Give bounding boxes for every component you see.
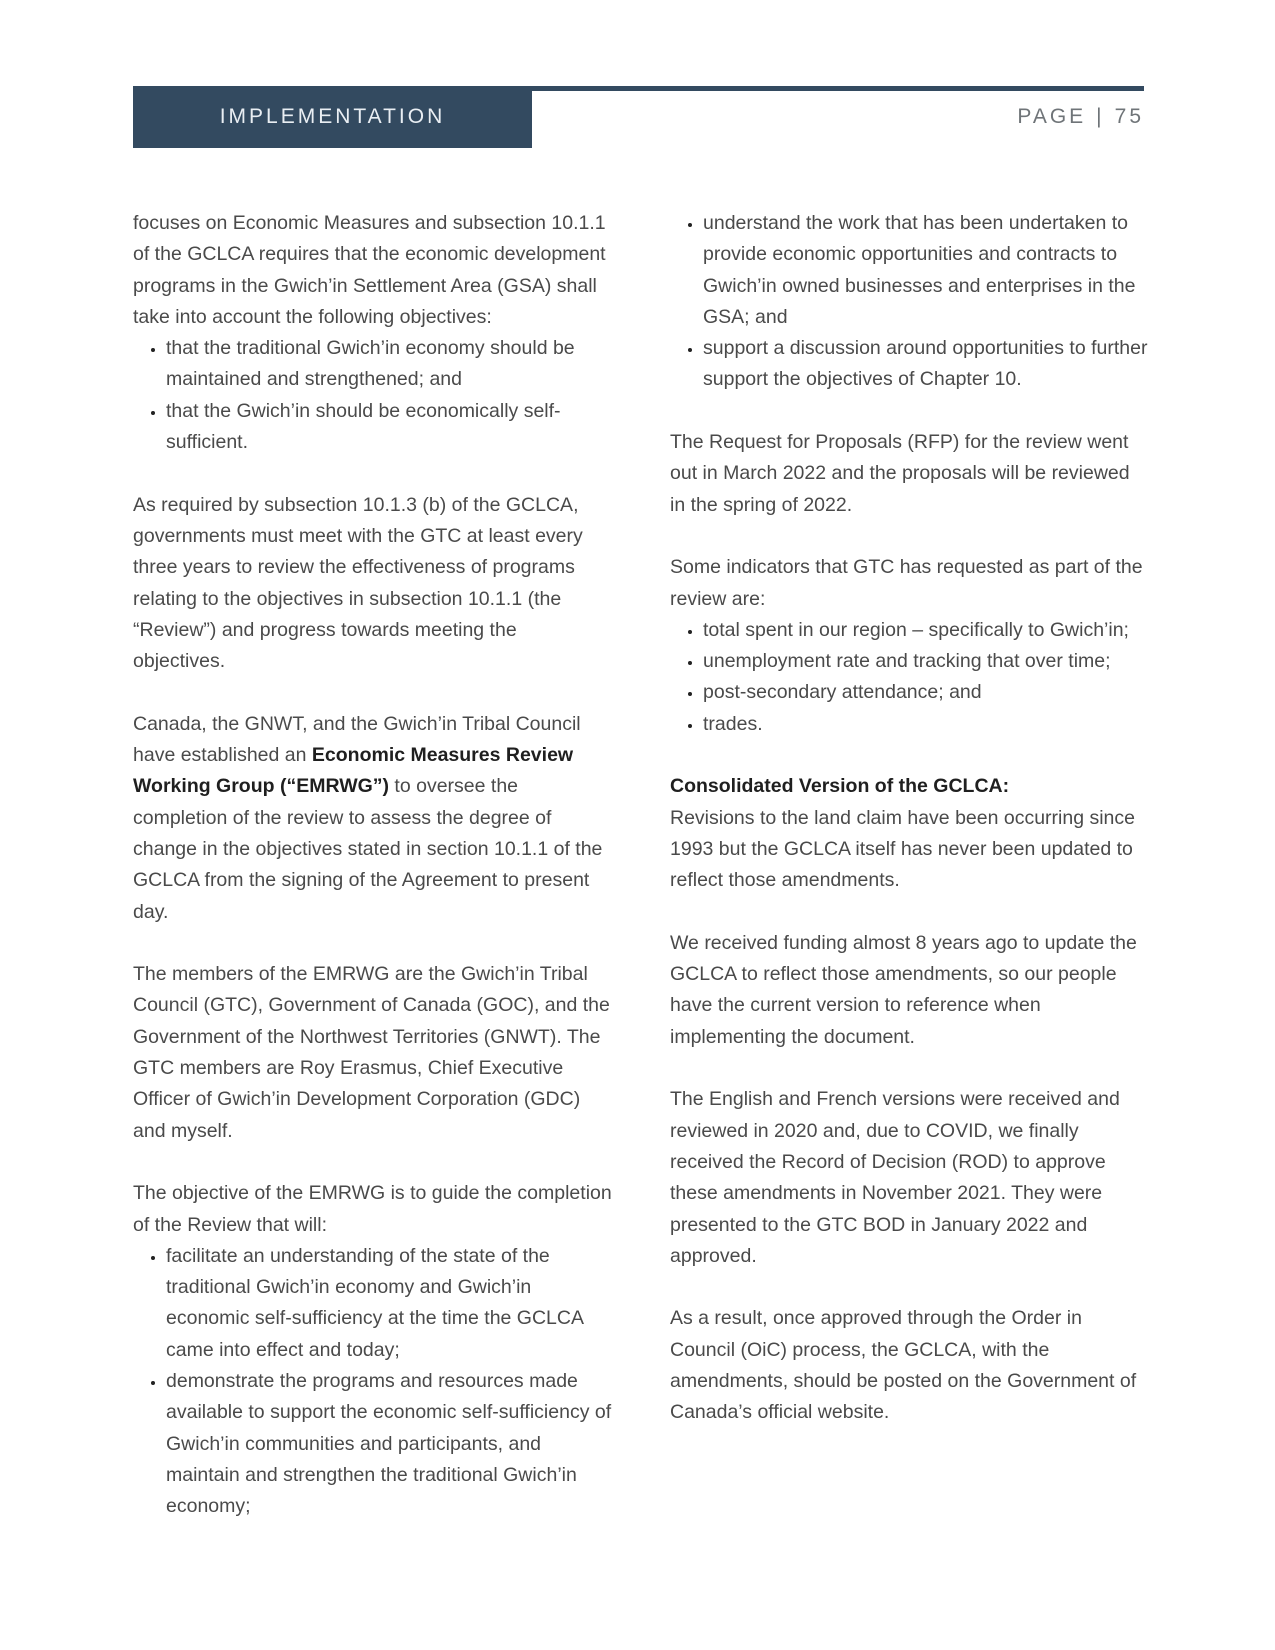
list-item: • unemployment rate and tracking that over time;	[703, 646, 1150, 677]
section-heading: Consolidated Version of the GCLCA:	[670, 775, 1010, 798]
paragraph: The Request for Proposals (RFP) for the review went out in March 2022 and the proposals will be reviewed in the spring of 2022.	[670, 431, 1130, 516]
review-goals-list	[133, 1241, 613, 1523]
bold-term: Economic Measures Review Working Group (“EMRWG”)	[133, 744, 574, 798]
section-title: IMPLEMENTATION	[219, 105, 446, 128]
indicators-list	[670, 615, 1150, 740]
paragraph: As required by subsection 10.1.3 (b) of the GCLCA, governments must meet with the GTC at least every three years to review the effectiveness of programs relating to the objectives in subsection 10.1.1 (the “Review”) and progress towards meeting the objectives.	[133, 493, 583, 673]
section-header-tab	[133, 86, 532, 148]
paragraph: The objective of the EMRWG is to guide the completion of the Review that will:	[133, 1182, 612, 1236]
review-goals-list-continued	[670, 208, 1150, 396]
paragraph	[133, 709, 613, 928]
list-item: • post-secondary attendance; and	[703, 677, 1150, 708]
left-column	[133, 208, 613, 1522]
paragraph: As a result, once approved through the Order in Council (OiC) process, the GCLCA, with the amendments, should be posted on the Government of Canada’s official website.	[670, 1307, 1137, 1424]
paragraph: focuses on Economic Measures and subsection 10.1.1 of the GCLCA requires that the economic development programs in the Gwich’in Settlement Area (GSA) shall take into account the following objectives:	[133, 212, 606, 328]
text-run: Canada, the GNWT, and the Gwich’in Tribal Council have established an	[133, 712, 581, 767]
list-item: • total spent in our region – specifically to Gwich’in;	[703, 615, 1150, 646]
list-item: • that the Gwich’in should be economically self-sufficient.	[166, 396, 613, 459]
list-item: • demonstrate the programs and resources made available to support the economic self-sufficiency of Gwich’in communities and participants, and maintain and strengthen the traditional Gwich’in economy;	[166, 1366, 613, 1522]
paragraph: Revisions to the land claim have been occurring since 1993 but the GCLCA itself has never been updated to reflect those amendments.	[670, 806, 1136, 892]
text-run: to oversee the completion of the review to assess the degree of change in the objectives stated in section 10.1.1 of the GCLCA from the signing of the Agreement to present day.	[133, 775, 603, 923]
paragraph: Some indicators that GTC has requested as part of the review are:	[670, 556, 1143, 610]
objectives-list	[133, 333, 613, 458]
paragraph: The English and French versions were received and reviewed in 2020 and, due to COVID, we finally received the Record of Decision (ROD) to approve these amendments in November 2021. They were presented to the GTC BOD in January 2022 and approved.	[670, 1088, 1120, 1267]
page-label: PAGE	[1017, 105, 1087, 128]
paragraph: The members of the EMRWG are the Gwich’in Tribal Council (GTC), Government of Canada (GOC), and the Government of the Northwest Territories (GNWT). The GTC members are Roy Erasmus, Chief Executive Officer of Gwich’in Development Corporation (GDC) and myself.	[133, 963, 610, 1142]
list-item: • facilitate an understanding of the state of the traditional Gwich’in economy and Gwich’in economic self-sufficiency at the time the GCLCA came into effect and today;	[166, 1241, 613, 1366]
list-item: • support a discussion around opportunities to further support the objectives of Chapter 10.	[703, 333, 1150, 396]
paragraph: We received funding almost 8 years ago to update the GCLCA to reflect those amendments, so our people have the current version to reference when implementing the document.	[670, 931, 1137, 1048]
page-separator: |	[1096, 105, 1105, 128]
page-number: 75	[1114, 105, 1144, 128]
page-number-label	[1017, 105, 1144, 129]
right-column	[670, 208, 1150, 1429]
list-item: • trades.	[703, 709, 1150, 740]
list-item: • understand the work that has been undertaken to provide economic opportunities and contracts to Gwich’in owned businesses and enterprises in the GSA; and	[703, 208, 1150, 333]
list-item: • that the traditional Gwich’in economy should be maintained and strengthened; and	[166, 333, 613, 396]
